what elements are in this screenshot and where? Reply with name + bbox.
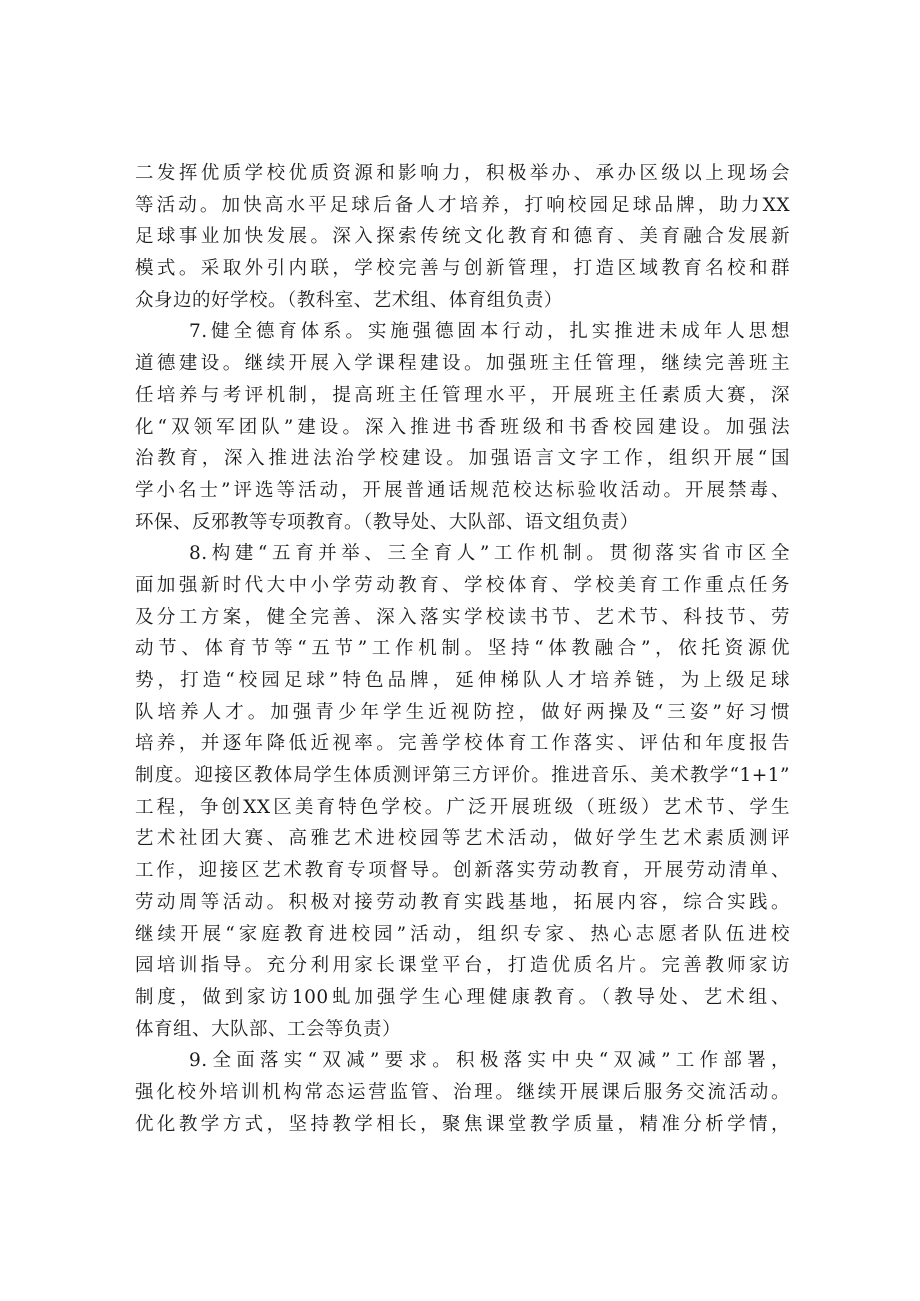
text-line: 体育组、大队部、工会等负责） (135, 1018, 402, 1040)
text-line: 7.健全德育体系。实施强德固本行动，扎实推进未成年人思想 (189, 321, 790, 343)
text-line: 二发挥优质学校优质资源和影响力，积极举办、承办区级以上现场会 (135, 163, 790, 184)
text-line: 动节、体育节等“五节”工作机制。坚持“体教融合”，依托资源优 (135, 638, 790, 660)
text-line: 环保、反邪教等专项教育。（教导处、大队部、语文组负责） (135, 511, 639, 533)
text-line: 足球事业加快发展。深入探索传统文化教育和德育、美育融合发展新 (135, 226, 790, 248)
text-line: 道德建设。继续开展入学课程建设。加强班主任管理，继续完善班主 (135, 353, 790, 375)
document-body (135, 158, 790, 1140)
text-line: 等活动。加快高水平足球后备人才培养，打响校园足球品牌，助力XX (135, 194, 790, 216)
text-line: 劳动周等活动。积极对接劳动教育实践基地，拓展内容，综合实践。 (135, 891, 790, 913)
text-line: 工作，迎接区艺术教育专项督导。创新落实劳动教育，开展劳动清单、 (135, 860, 790, 882)
text-line: 队培养人才。加强青少年学生近视防控，做好两操及“三姿”好习惯 (135, 701, 790, 723)
text-line: 培养，并逐年降低近视率。完善学校体育工作落实、评估和年度报告 (135, 733, 790, 755)
text-line: 艺术社团大赛、高雅艺术进校园等艺术活动，做好学生艺术素质测评 (135, 828, 790, 850)
text-line: 工程，争创XX区美育特色学校。广泛开展班级（班级）艺术节、学生 (135, 796, 790, 818)
text-line: 8.构建“五育并举、三全育人”工作机制。贯彻落实省市区全 (189, 543, 790, 565)
text-line: 任培养与考评机制，提高班主任管理水平，开展班主任素质大赛，深 (135, 384, 790, 406)
text-line: 制度，做到家访100虬加强学生心理健康教育。（教导处、艺术组、 (135, 986, 790, 1008)
text-line: 化“双领军团队”建设。深入推进书香班级和书香校园建设。加强法 (135, 416, 790, 438)
text-line: 园培训指导。充分利用家长课堂平台，打造优质名片。完善教师家访 (135, 955, 790, 977)
text-line: 势，打造“校园足球”特色品牌，延伸梯队人才培养链，为上级足球 (135, 670, 790, 691)
text-line: 强化校外培训机构常态运营监管、治理。继续开展课后服务交流活动。 (135, 1081, 790, 1103)
text-line: 及分工方案，健全完善、深入落实学校读书节、艺术节、科技节、劳 (135, 606, 790, 628)
text-line: 学小名士”评选等活动，开展普通话规范校达标验收活动。开展禁毒、 (135, 479, 790, 501)
text-line: 9.全面落实“双减”要求。积极落实中央“双减”工作部署， (189, 1050, 790, 1072)
text-line: 治教育，深入推进法治学校建设。加强语言文字工作，组织开展“国 (135, 448, 790, 470)
text-line: 制度。迎接区教体局学生体质测评第三方评价。推进音乐、美术教学“1+1” (135, 765, 790, 787)
text-line: 众身边的好学校。（教科室、艺术组、体育组负责） (135, 289, 563, 311)
text-line: 继续开展“家庭教育进校园”活动，组织专家、热心志愿者队伍进校 (135, 923, 790, 945)
text-line: 优化教学方式，坚持教学相长，聚焦课堂教学质量，精准分析学情， (135, 1113, 790, 1135)
text-line: 面加强新时代大中小学劳动教育、学校体育、学校美育工作重点任务 (135, 574, 790, 596)
text-line: 模式。采取外引内联，学校完善与创新管理，打造区域教育名校和群 (135, 258, 790, 280)
